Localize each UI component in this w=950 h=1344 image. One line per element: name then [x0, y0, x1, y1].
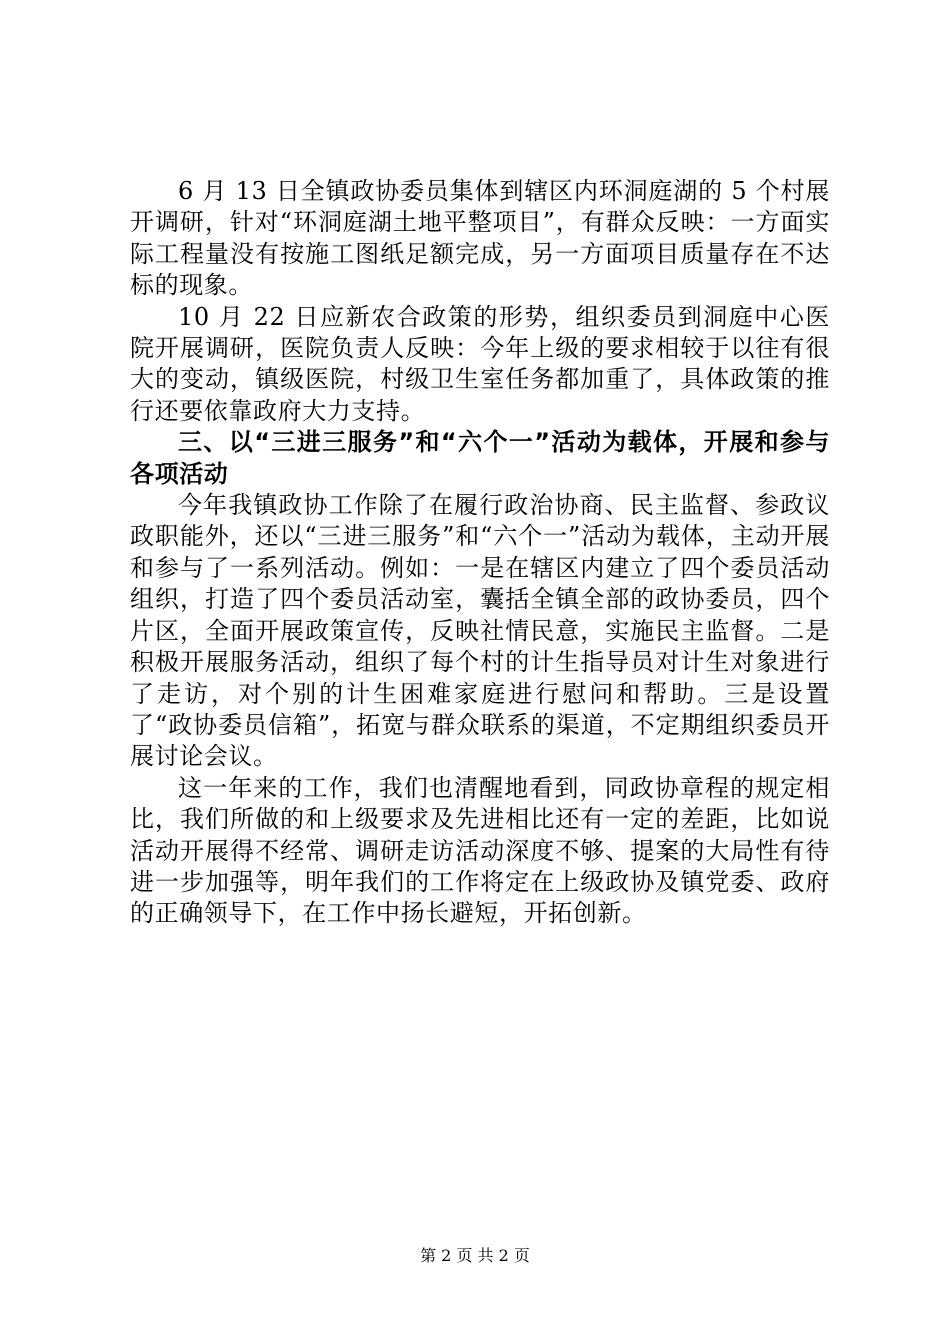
- document-body: [130, 176, 830, 930]
- paragraph-summary: 这一年来的工作，我们也清醒地看到，同政协章程的规定相比，我们所做的和上级要求及先进相比还有一定的差距，比如说活动开展得不经常、调研走访活动深度不够、提案的大局性有待进一步加强等，明年我们的工作将定在上级政协及镇党委、政府的正确领导下，在工作中扬长避短，开拓创新。: [130, 773, 830, 928]
- page-number-footer: 第 2 页 共 2 页: [420, 1246, 530, 1265]
- paragraph-survey-october: 10 月 22 日应新农合政策的形势，组织委员到洞庭中心医院开展调研，医院负责人反映：今年上级的要求相较于以往有很大的变动，镇级医院，村级卫生室任务都加重了，具体政策的推行还要依靠政府大力支持。: [130, 302, 830, 425]
- section-heading: 三、以“三进三服务”和“六个一”活动为载体，开展和参与各项活动: [130, 428, 830, 488]
- paragraph-activities: 今年我镇政协工作除了在履行政治协商、民主监督、参政议政职能外，还以“三进三服务”和“六个一”活动为载体，主动开展和参与了一系列活动。例如：一是在辖区内建立了四个委员活动组织，打造了四个委员活动室，囊括全镇全部的政协委员，四个片区，全面开展政策宣传，反映社情民意，实施民主监督。二是积极开展服务活动，组织了每个村的计生指导员对计生对象进行了走访，对个别的计生困难家庭进行慰问和帮助。三是设置了“政协委员信箱”，拓宽与群众联系的渠道，不定期组织委员开展讨论会议。: [130, 491, 830, 771]
- paragraph-survey-june: 6 月 13 日全镇政协委员集体到辖区内环洞庭湖的 5 个村展开调研，针对“环洞庭湖土地平整项目”，有群众反映：一方面实际工程量没有按施工图纸足额完成，另一方面项目质量存在不达标的现象。: [130, 177, 830, 300]
